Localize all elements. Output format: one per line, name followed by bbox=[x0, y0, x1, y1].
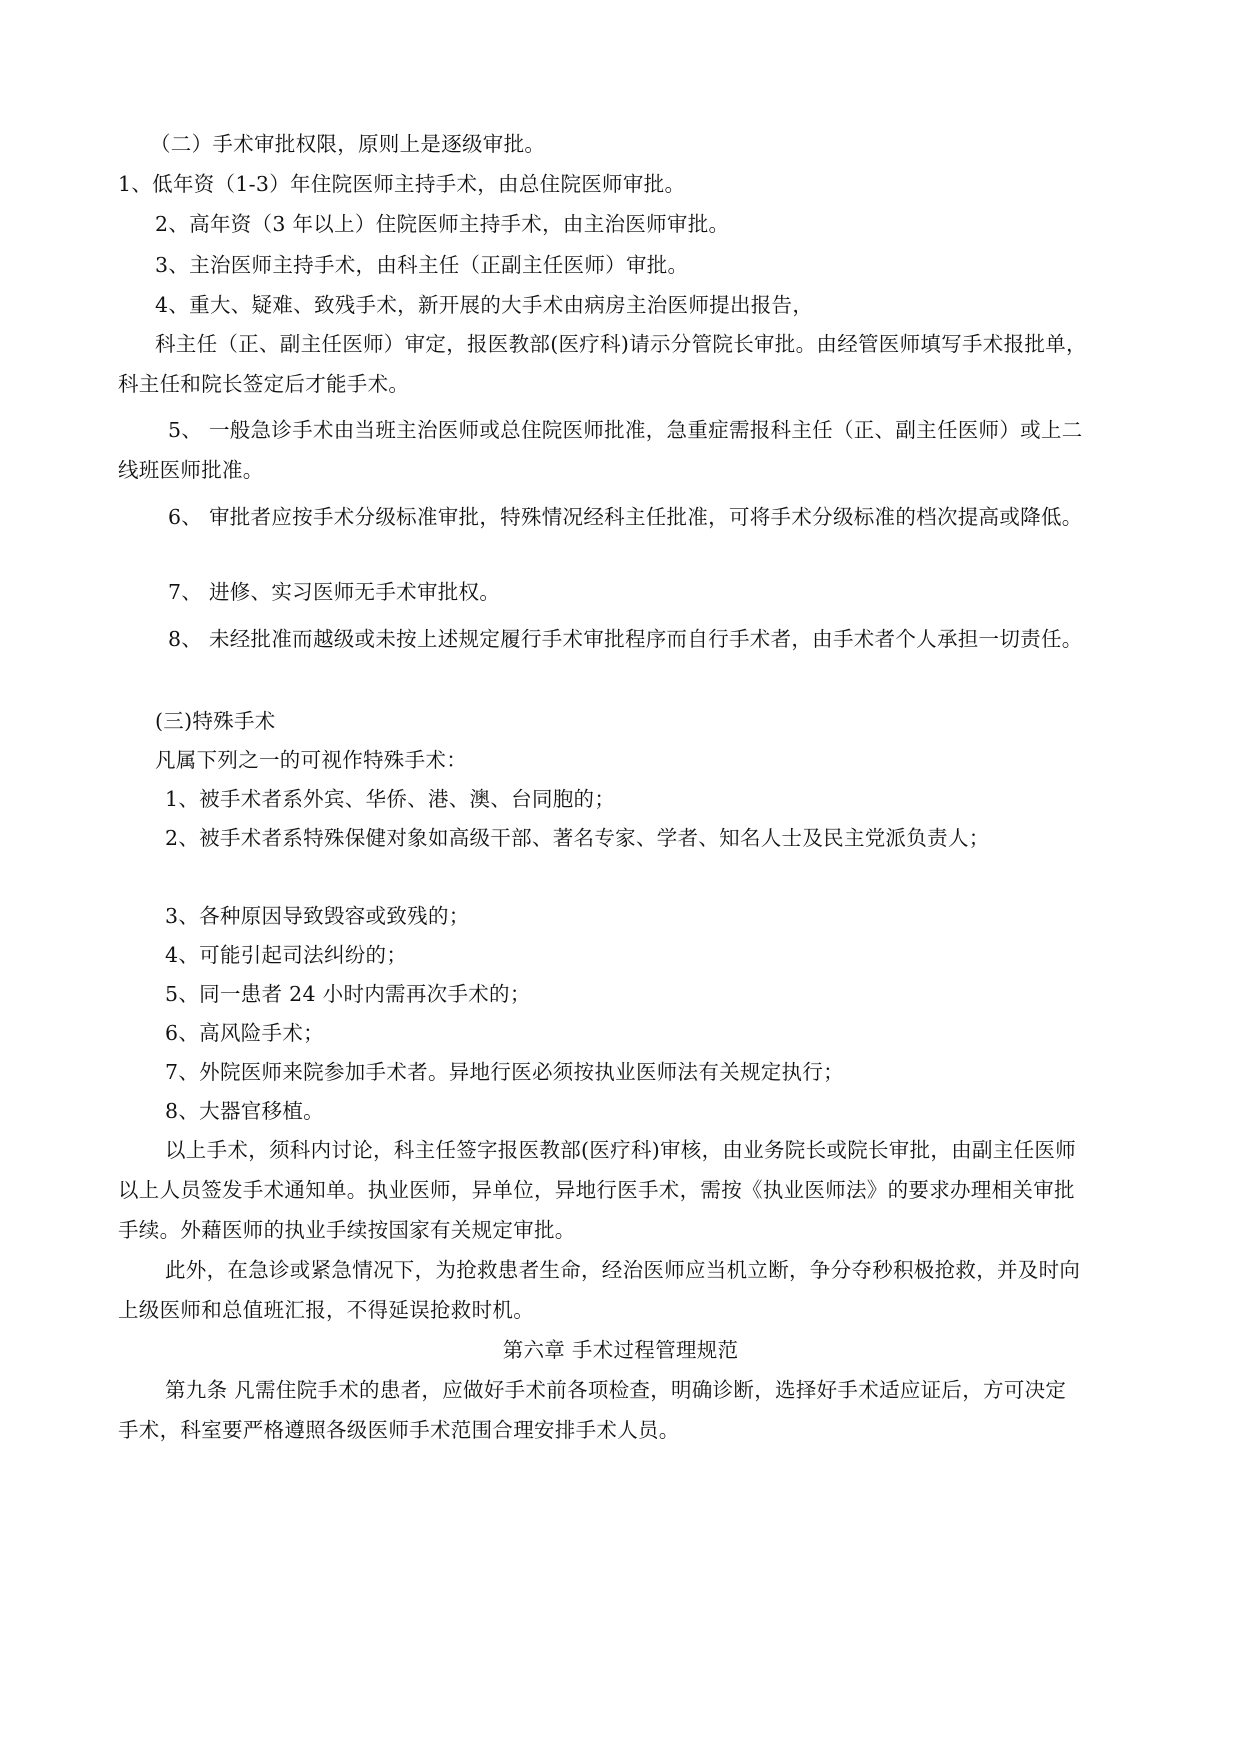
section2-heading: （二）手术审批权限，原则上是逐级审批。 bbox=[150, 132, 546, 156]
section3-item: 5、同一患者 24 小时内需再次手术的； bbox=[165, 982, 531, 1006]
section2-item-7: 7、 进修、实习医师无手术审批权。 bbox=[168, 580, 501, 604]
section3-heading: (三)特殊手术 bbox=[155, 709, 276, 733]
section3-paragraph2-line1: 此外，在急诊或紧急情况下，为抢救患者生命，经治医师应当机立断，争分夺秒积极抢救，并及时向 bbox=[165, 1258, 1081, 1282]
article9-line1: 第九条 凡需住院手术的患者，应做好手术前各项检查，明确诊断，选择好手术适应证后，方可决定 bbox=[165, 1378, 1067, 1402]
section3-paragraph1-line1: 以上手术，须科内讨论，科主任签字报医教部(医疗科)审核，由业务院长或院长审批，由副主任医师 bbox=[165, 1138, 1076, 1162]
section3-item: 6、高风险手术； bbox=[165, 1021, 324, 1045]
section2-item-4-cont1: 科主任（正、副主任医师）审定，报医教部(医疗科)请示分管院长审批。由经管医师填写手术报批单， bbox=[155, 332, 1087, 356]
section2-item-6: 6、 审批者应按手术分级标准审批，特殊情况经科主任批准，可将手术分级标准的档次提高或降低。 bbox=[168, 505, 1083, 529]
section3-item: 8、大器官移植。 bbox=[165, 1099, 324, 1123]
section3-item: 7、外院医师来院参加手术者。异地行医必须按执业医师法有关规定执行； bbox=[165, 1060, 844, 1084]
section3-item: 1、被手术者系外宾、华侨、港、澳、台同胞的； bbox=[165, 787, 616, 811]
section3-item: 4、可能引起司法纠纷的； bbox=[165, 943, 408, 967]
section3-paragraph1-line2: 以上人员签发手术通知单。执业医师，异单位，异地行医手术，需按《执业医师法》的要求办理相关审批 bbox=[118, 1178, 1075, 1202]
section2-item-4-cont2: 科主任和院长签定后才能手术。 bbox=[118, 372, 410, 396]
article9-line2: 手术，科室要严格遵照各级医师手术范围合理安排手术人员。 bbox=[118, 1418, 680, 1442]
section3-item: 2、被手术者系特殊保健对象如高级干部、著名专家、学者、知名人士及民主党派负责人； bbox=[165, 826, 990, 850]
section2-item-3: 3、主治医师主持手术，由科主任（正副主任医师）审批。 bbox=[155, 253, 689, 277]
section2-item-4: 4、重大、疑难、致残手术，新开展的大手术由病房主治医师提出报告， bbox=[155, 293, 814, 317]
section2-item-5-line2: 线班医师批准。 bbox=[118, 458, 264, 482]
section3-item: 3、各种原因导致毁容或致残的； bbox=[165, 904, 470, 928]
section3-intro: 凡属下列之一的可视作特殊手术： bbox=[155, 748, 467, 772]
section2-item-2: 2、高年资（3 年以上）住院医师主持手术，由主治医师审批。 bbox=[155, 212, 730, 236]
section3-paragraph1-line3: 手续。外藉医师的执业手续按国家有关规定审批。 bbox=[118, 1218, 576, 1242]
chapter6-title: 第六章 手术过程管理规范 bbox=[502, 1338, 739, 1362]
section2-item-5-line1: 5、 一般急诊手术由当班主治医师或总住院医师批准，急重症需报科主任（正、副主任医师）或上二 bbox=[168, 418, 1083, 442]
section2-item-8: 8、 未经批准而越级或未按上述规定履行手术审批程序而自行手术者，由手术者个人承担一切责任。 bbox=[168, 627, 1083, 651]
section3-paragraph2-line2: 上级医师和总值班汇报，不得延误抢救时机。 bbox=[118, 1298, 534, 1322]
section2-item-1: 1、低年资（1-3）年住院医师主持手术，由总住院医师审批。 bbox=[118, 172, 686, 196]
